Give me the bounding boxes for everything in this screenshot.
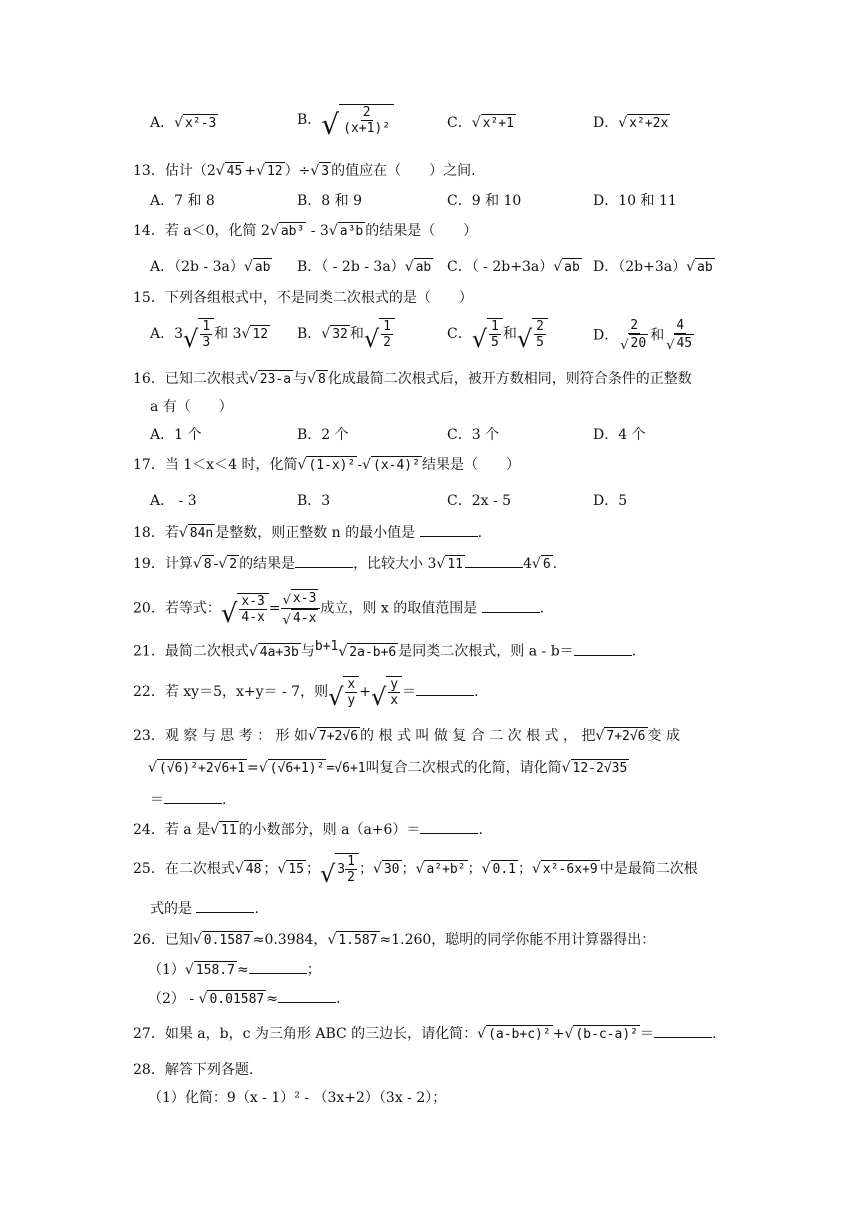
question-25: 25．在二次根式√ 48 ；√ 15 ；√ 3 $\frac{1}{2}$ ；√ 30 ；√ a²+b² ；√ 0.1 ；√ x²-6x+9 中是最简二次根 [133,854,698,888]
q17-option-a: A． - 3 [150,493,197,509]
sqrt-icon: √ 8 [307,371,326,387]
answer-blank[interactable] [278,988,336,1003]
sqrt-icon: √ (1-x)² [297,457,356,473]
sqrt-icon: √ ab³ [269,223,305,239]
question-26-part2: （2） - √ 0.01587 ≈ . [148,988,340,1010]
q13-option-c: C．9 和 10 [447,193,522,209]
sqrt-icon: √ x²-6x+9 [531,861,598,877]
answer-blank[interactable] [654,1023,712,1038]
sqrt-icon: √ 4a+3b [248,643,299,660]
question-23: 23．观 察 与 思 考 ： 形 如√ 7+2√6 的 根 式 叫 做 复 合 二 次 根 式 ， 把√ 7+2√6 变 成 [133,725,680,747]
sqrt-icon: √ 30 [372,861,400,877]
q12-option-b: B．√ $\frac{2}{\text{(x+1)²}}$ [297,104,394,136]
question-13: 13．估计（2√ 45 +√ 12 ）÷√ 3 的值应在（ ）之间. [133,160,476,182]
sqrt-icon: √ $\frac{x-3}{4-x}$ [221,593,269,625]
sqrt-icon: √ 23-a [248,371,292,387]
sqrt-icon: √ x²-3 [174,115,217,131]
question-23-line2: √ (√6)²+2√6+1 =√ (√6+1)² =√6+1叫复合二次根式的化简，请化简√ 12-2√35 [148,757,629,780]
question-26: 26．已知√ 0.1587 ≈0.3984，√ 1.587 ≈1.260，聪明的同学你能不用计算器得出： [133,929,655,951]
answer-blank[interactable] [416,681,474,696]
q15-option-b: B．√ 32 和√ $\frac{1}{2}$ [297,318,395,350]
sqrt-icon: √ x²+1 [471,115,514,131]
sqrt-icon: √ a²+b² [415,861,466,877]
q15-option-d: D． $\frac{2}{√ 20}$ 和 $\frac{4}{√ 45}$ [593,318,693,353]
sqrt-icon: √ 7+2√6 [595,728,646,744]
sqrt-icon: √ $\frac{1}{5}$ [472,318,503,350]
q13-option-d: D．10 和 11 [593,193,677,209]
sqrt-icon: √ 1.587 [327,932,378,948]
answer-blank[interactable] [574,641,632,656]
question-19: 19．计算√ 8 -√ 2 的结果是 ，比较大小 3√ 11 4√ 6 . [133,553,557,575]
sqrt-icon: √ 2 [218,556,238,572]
q12-option-d: D．√ x²+2x [593,112,670,134]
q14-option-a: A．（2b - 3a）√ ab [150,256,272,278]
q15-option-a: A．3√ $\frac{1}{3}$ 和 3√ 12 [150,319,269,353]
question-16: 16．已知二次根式√ 23-a 与√ 8 化成最简二次根式后，被开方数相同，则符合条件的正整数 [133,368,692,390]
question-17: 17．当 1＜x＜4 时，化简√ (1-x)² -√ (x-4)² 结果是（ ） [133,454,520,476]
q17-option-c: C．2x - 5 [447,493,512,509]
q14-option-c: C．（ - 2b+3a）√ ab [447,256,582,278]
sqrt-icon: √ 0.1 [481,861,516,877]
sqrt-icon: √ 158.7 [184,962,235,978]
q15-option-c: C．√ $\frac{1}{5}$ 和√ $\frac{2}{5}$ [447,318,548,350]
sqrt-icon: √ $\frac{1}{3}$ [183,318,214,350]
sqrt-icon: √ $\frac{x}{y}$ [328,676,359,708]
sqrt-icon: √ ab [404,259,432,275]
sqrt-icon: √ 3 [310,163,330,179]
question-18: 18．若√ 84n 是整数，则正整数 n 的最小值是 . [133,522,482,544]
sqrt-icon: √ 48 [234,861,262,877]
answer-blank[interactable] [420,522,478,537]
sqrt-icon: √ x-3 [282,591,317,608]
sqrt-icon: √ 20 [620,336,647,353]
answer-blank[interactable] [196,898,254,913]
q12-option-a: A．√ x²-3 [150,112,218,134]
question-28-part1: （1）化简：9（x - 1）² - （3x+2）（3x - 2）； [148,1090,447,1106]
sqrt-icon: √ 12 [256,163,283,179]
sqrt-icon: √ 11 [210,822,237,838]
answer-blank[interactable] [295,553,353,568]
sqrt-icon: √ (x-4)² [362,457,420,473]
sqrt-icon: √ 84n [178,525,214,541]
q13-option-a: A．7 和 8 [150,193,215,209]
sqrt-icon: √ $\frac{y}{x}$ [371,676,402,708]
sqrt-icon: √ x²+2x [618,115,669,131]
question-14: 14．若 a＜0，化简 2√ ab³ - 3√ a³b 的结果是（ ） [133,220,477,242]
q17-option-b: B．3 [297,493,331,509]
sqrt-icon: √ 45 [215,163,243,179]
question-16-line2: a 有（ ） [150,399,233,415]
answer-blank[interactable] [164,789,222,804]
q14-option-b: B．（ - 2b - 3a）√ ab [297,256,433,278]
q16-option-c: C．3 个 [447,427,500,443]
sqrt-icon: √ 12-2√35 [561,760,628,776]
sqrt-icon: √ ab [553,259,580,275]
question-24: 24．若 a 是√ 11 的小数部分，则 a（a+6）＝ . [133,819,483,841]
question-28: 28．解答下列各题. [133,1062,254,1078]
q13-option-b: B．8 和 9 [297,193,363,209]
answer-blank[interactable] [465,553,523,568]
sqrt-icon: √ 7+2√6 [307,728,359,744]
question-25-line2: 式的是 . [150,898,259,920]
q16-option-a: A．1 个 [150,427,202,443]
answer-blank[interactable] [249,959,307,974]
question-22: 22．若 xy＝5，x+y＝ - 7，则√ $\frac{x}{y}$ +√ $\frac{y}{x}$ ＝ . [133,677,479,711]
sqrt-icon: √ 12 [241,326,269,342]
sqrt-icon: √ 0.01587 [198,991,265,1007]
sqrt-icon: √ 3 $\frac{1}{2}$ [320,853,359,885]
sqrt-icon: √ $\frac{2}{5}$ [517,318,548,350]
question-27: 27．如果 a，b，c 为三角形 ABC 的三边长，请化简：√ (a-b+c)² +√ (b-c-a)² ＝ . [133,1023,716,1045]
sqrt-icon: √ 6 [531,556,551,572]
sqrt-icon: √ ab [686,259,713,275]
question-15: 15．下列各组根式中，不是同类二次根式的是（ ） [133,290,473,306]
sqrt-icon: √ (b-c-a)² [564,1026,638,1042]
question-26-part1: （1）√ 158.7 ≈ ； [148,959,321,981]
sqrt-icon: √ 11 [436,556,463,572]
sqrt-icon: √ (√6+1)² [258,760,325,776]
sqrt-icon: √ 15 [277,861,304,877]
answer-blank[interactable] [420,819,478,834]
sqrt-icon: √ ab [243,259,271,275]
sqrt-icon: √ $\frac{2}{\text{(x+1)²}}$ [321,104,394,136]
answer-blank[interactable] [482,598,540,613]
sqrt-icon: √ (√6)²+2√6+1 [148,760,246,776]
q12-option-c: C．√ x²+1 [447,112,516,134]
q16-option-d: D．4 个 [593,427,646,443]
q14-option-d: D．（2b+3a）√ ab [593,256,715,278]
sqrt-icon: √ 32 [321,326,348,342]
sqrt-icon: √ 8 [192,556,212,572]
sqrt-icon: √ (a-b+c)² [477,1026,551,1042]
sqrt-icon: √ 4-x [282,611,317,628]
sqrt-icon: √ 45 [666,336,693,353]
sqrt-icon: √ $\frac{1}{2}$ [364,318,395,350]
question-23-line3: ＝ . [150,789,226,811]
sqrt-icon: √ 2a-b+6 [338,643,397,660]
question-21: 21．最简二次根式√ 4a+3b 与$^{b+1}$√ 2a-b+6 是同类二次根式，则 a - b＝ . [133,636,636,663]
question-20: 20．若等式：√ $\frac{x-3}{4-x}$ = $\frac{√ x-3}{√ 4-x}$ 成立，则 x 的取值范围是 . [133,591,545,629]
q16-option-b: B．2 个 [297,427,349,443]
q17-option-d: D．5 [593,493,628,509]
sqrt-icon: √ a³b [328,223,364,239]
sqrt-icon: √ 0.1587 [192,932,251,948]
